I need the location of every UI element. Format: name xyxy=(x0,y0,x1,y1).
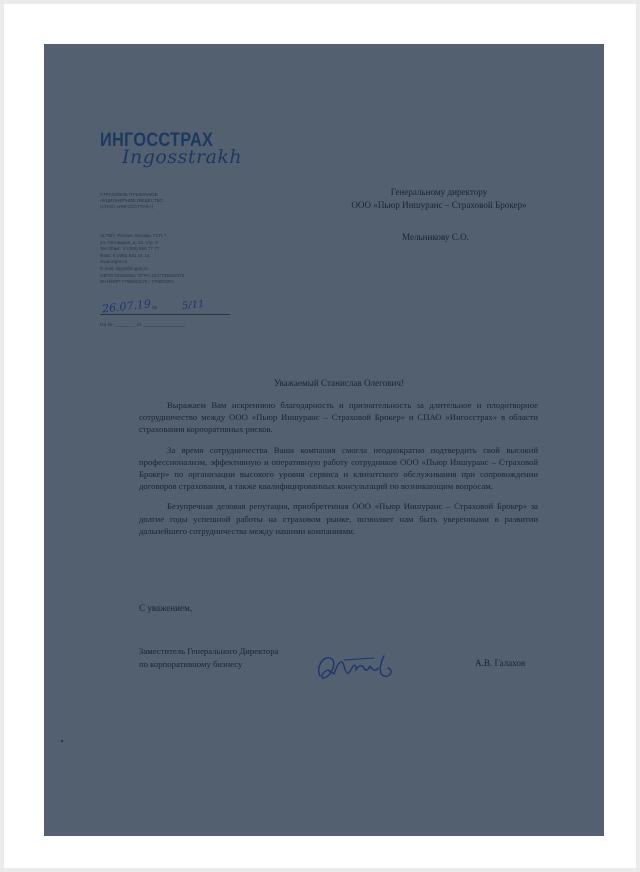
paragraph: За время сотрудничества Ваша компания смогла неоднократно подтвердить свой высокий профессионализм, эффективную и оперативную работу сотрудников ООО «Пьюр Иншуранс – Страховой Брокер» по организации высокого уровня сервиса и клиентского обслуживания при сопровождении договоров страхования, а также квалифицированных консультаций по возникающим вопросам. xyxy=(139,444,538,492)
contact-line: Тел./Факс: 8 (495) 956 77 77 xyxy=(100,246,160,252)
contact-line: ИНН/КПП 7705042179 / 775001001 xyxy=(100,279,175,285)
contact-line: ОКПО 02250942, ОГРН 1027739362474 xyxy=(100,272,185,278)
org-line: СТРАХОВОЕ ПУБЛИЧНОЕ xyxy=(100,192,158,197)
logo-script: Ingosstrakh xyxy=(122,146,243,168)
number-sign: № xyxy=(152,305,158,311)
org-line: АКЦИОНЕРНОЕ ОБЩЕСТВО xyxy=(100,198,164,203)
organization-name xyxy=(100,192,190,210)
letter-page xyxy=(44,44,604,836)
addressee-title: Генеральному директору xyxy=(390,187,488,197)
recipient-name: Мельникову С.О. xyxy=(402,232,469,242)
addressee-block xyxy=(334,186,544,211)
paragraph: Безупречная деловая репутация, приобретенная ООО «Пьюр Иншуранс – Страховой Брокер» за долгие годы успешной работы на страховом рынке, позволяет нам быть уверенными в развитии дальнейшего сотрудничества между нашими компаниями. xyxy=(139,501,538,536)
signer-title-line: по корпоративному бизнесу xyxy=(139,659,243,669)
contact-details xyxy=(100,233,200,286)
closing: С уважением, xyxy=(139,603,193,613)
addressee-company: ООО «Пьюр Иншуранс – Страховой Брокер» xyxy=(351,199,527,210)
paragraph: Выражаем Вам искреннюю благодарность и признательность за длительное и плодотворное сотрудничество между ООО «Пьюр Иншуранс – Страховой Брокер» и СПАО «Ингосстрах» в области страхования корпоративных рисков. xyxy=(139,400,538,435)
logo-text: ИНГОССТРАХ xyxy=(100,130,214,151)
outgoing-number-field xyxy=(100,297,230,316)
page-mark xyxy=(61,740,63,742)
signer-name: А.В. Галахов xyxy=(475,658,526,668)
contact-line: 117997, Россия, Москва, ГСП-7, xyxy=(100,233,168,238)
contact-line: www.ingos.ru xyxy=(100,259,128,265)
contact-line: E-mail: ingos@ingos.ru xyxy=(100,265,148,271)
company-logo xyxy=(100,130,260,178)
handwritten-date: 26.07.19 xyxy=(101,297,152,316)
reference-line: На № ________ от ________________ xyxy=(100,323,186,328)
contact-line: ул. Пятницкая, д. 12, стр. 2 xyxy=(100,239,158,245)
letter-body xyxy=(139,399,538,545)
signer-title xyxy=(139,645,278,671)
org-line: (СПАО «ИНГОССТРАХ») xyxy=(100,204,154,209)
handwritten-number: 5/11 xyxy=(181,298,205,313)
signer-title-line: Заместитель Генерального Директора xyxy=(139,646,279,656)
document-frame xyxy=(4,4,636,868)
contact-line: Факс: 8 (495) 641 41 14 xyxy=(100,252,150,258)
handwritten-signature xyxy=(314,646,400,686)
salutation: Уважаемый Станислав Олегович! xyxy=(274,378,404,388)
underline xyxy=(100,314,230,315)
